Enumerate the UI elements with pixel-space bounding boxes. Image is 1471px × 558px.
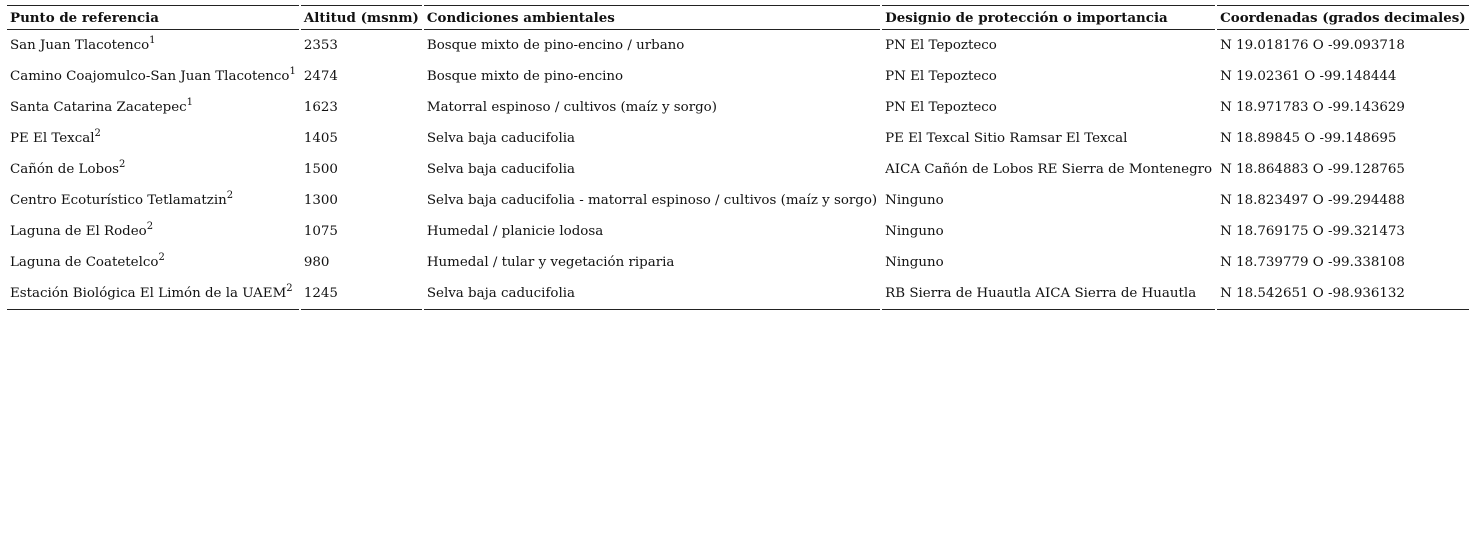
footnote-marker: 2: [158, 251, 165, 263]
cell-designio: Ninguno: [885, 192, 944, 208]
cell-coordenadas: N 19.018176 O -99.093718: [1220, 37, 1405, 53]
punto-name: Cañón de Lobos: [10, 161, 120, 177]
table-row: [7, 185, 1469, 216]
footnote-marker: 2: [94, 127, 101, 139]
punto-name: Estación Biológica El Limón de la UAEM: [10, 285, 287, 301]
cell-designio: PN El Tepozteco: [885, 68, 997, 84]
footnote-marker: 2: [286, 282, 293, 294]
cell-condiciones: Bosque mixto de pino-encino: [426, 68, 624, 84]
cell-condiciones: Selva baja caducifolia - matorral espinoso / cultivos (maíz y sorgo): [426, 192, 878, 208]
cell-coordenadas: N 18.542651 O -98.936132: [1217, 278, 1468, 310]
cell-altitud: 2353: [303, 37, 338, 53]
header-punto: Punto de referencia: [7, 5, 299, 30]
header-condiciones: Condiciones ambientales: [424, 5, 880, 30]
cell-condiciones: Humedal / tular y vegetación riparia: [426, 254, 675, 270]
cell-coordenadas: N 18.739779 O -99.338108: [1220, 254, 1405, 270]
cell-altitud: 2474: [303, 68, 338, 84]
cell-coordenadas: N 18.769175 O -99.321473: [1220, 223, 1405, 239]
footnote-marker: 1: [289, 65, 296, 77]
cell-designio: PE El Texcal Sitio Ramsar El Texcal: [885, 130, 1128, 146]
table-row: [7, 123, 1469, 154]
cell-condiciones: Selva baja caducifolia: [426, 130, 576, 146]
cell-condiciones: Bosque mixto de pino-encino / urbano: [426, 37, 685, 53]
cell-condiciones: Matorral espinoso / cultivos (maíz y sorgo): [426, 99, 717, 115]
cell-designio: PN El Tepozteco: [885, 37, 997, 53]
cell-coordenadas: N 18.971783 O -99.143629: [1220, 99, 1405, 115]
reference-points-table: [5, 5, 1471, 310]
cell-coordenadas: N 18.89845 O -99.148695: [1220, 130, 1397, 146]
table-row: [7, 278, 1469, 310]
punto-name: Santa Catarina Zacatepec: [10, 99, 187, 115]
cell-punto: [7, 30, 299, 61]
cell-coordenadas: N 19.02361 O -99.148444: [1220, 68, 1397, 84]
table-row: [7, 61, 1469, 92]
cell-altitud: 1405: [303, 130, 338, 146]
footnote-marker: 2: [146, 220, 154, 232]
cell-punto: [7, 92, 299, 123]
table-row: [7, 216, 1469, 247]
cell-altitud: 1300: [303, 192, 338, 208]
cell-altitud: 980: [303, 254, 330, 270]
cell-coordenadas: N 18.823497 O -99.294488: [1220, 192, 1405, 208]
cell-punto: [7, 278, 299, 310]
cell-punto: [7, 154, 299, 185]
footnote-marker: 2: [226, 189, 234, 201]
table-body: [7, 30, 1469, 310]
table-row: [7, 92, 1469, 123]
cell-altitud: 1075: [303, 223, 338, 239]
cell-coordenadas: N 18.864883 O -99.128765: [1220, 161, 1405, 177]
table-header: [7, 5, 1469, 30]
cell-designio: Ninguno: [885, 223, 944, 239]
table-row: [7, 30, 1469, 61]
header-coordenadas: Coordenadas (grados decimales): [1217, 5, 1468, 30]
cell-condiciones: Selva baja caducifolia: [426, 161, 576, 177]
cell-punto: [7, 216, 299, 247]
cell-punto: [7, 185, 299, 216]
cell-altitud: 1500: [303, 161, 338, 177]
cell-punto: [7, 123, 299, 154]
cell-punto: [7, 61, 299, 92]
punto-name: Laguna de El Rodeo: [10, 223, 147, 239]
footnote-marker: 1: [186, 96, 193, 108]
header-designio: Designio de protección o importancia: [882, 5, 1215, 30]
punto-name: Laguna de Coatetelco: [10, 254, 159, 270]
cell-condiciones: Selva baja caducifolia: [424, 278, 880, 310]
cell-altitud: 1623: [303, 99, 338, 115]
footnote-marker: 1: [149, 34, 156, 46]
cell-designio: Ninguno: [885, 254, 944, 270]
cell-designio: RB Sierra de Huautla AICA Sierra de Huautla: [882, 278, 1215, 310]
cell-punto: [7, 247, 299, 278]
header-altitud: Altitud (msnm): [301, 5, 422, 30]
cell-altitud: 1245: [301, 278, 422, 310]
cell-designio: PN El Tepozteco: [885, 99, 997, 115]
punto-name: San Juan Tlacotenco: [10, 37, 150, 53]
punto-name: PE El Texcal: [10, 130, 95, 146]
header-row: [7, 5, 1469, 30]
cell-designio: AICA Cañón de Lobos RE Sierra de Montenegro: [885, 161, 1213, 177]
punto-name: Camino Coajomulco-San Juan Tlacotenco: [10, 68, 290, 84]
punto-name: Centro Ecoturístico Tetlamatzin: [10, 192, 227, 208]
table-row: [7, 154, 1469, 185]
footnote-marker: 2: [119, 158, 126, 170]
table-row: [7, 247, 1469, 278]
cell-condiciones: Humedal / planicie lodosa: [426, 223, 604, 239]
